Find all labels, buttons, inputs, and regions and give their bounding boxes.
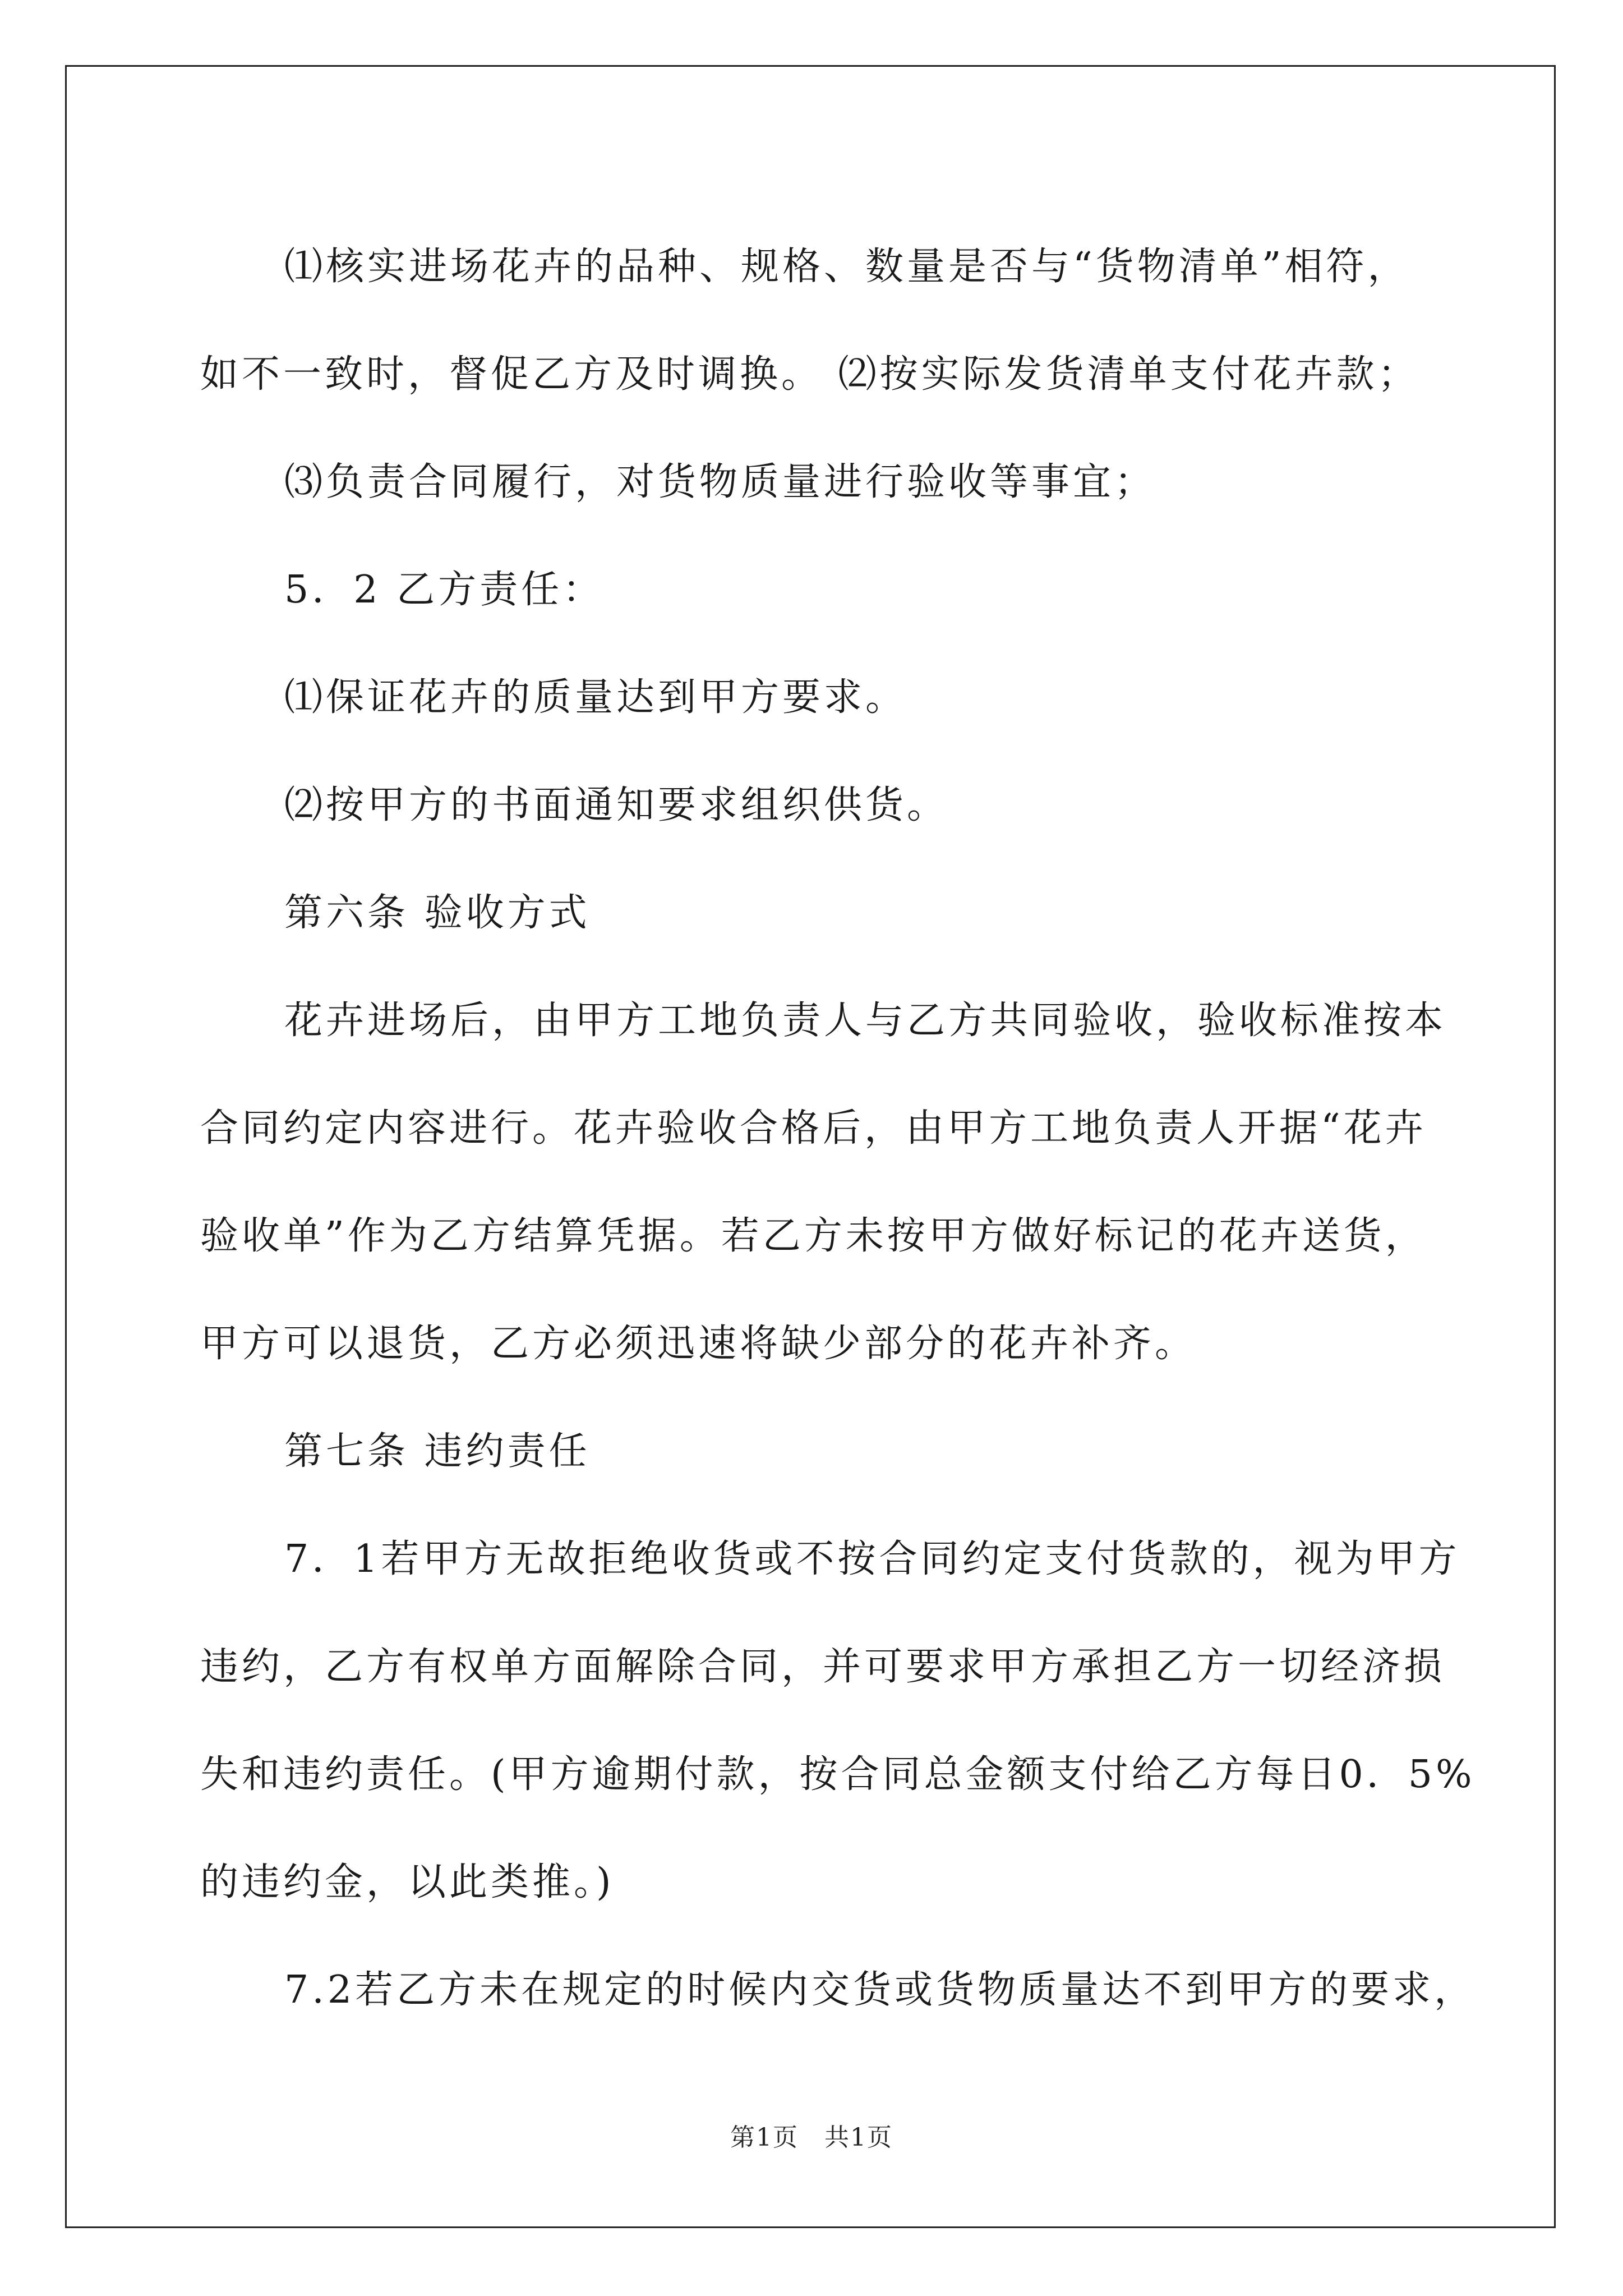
paragraph-line: 违约，乙方有权单方面解除合同，并可要求甲方承担乙方一切经济损 [200,1645,1446,1689]
paragraph-line: ⑵按甲方的书面通知要求组织供货。 [284,783,949,827]
paragraph-line: 合同约定内容进行。花卉验收合格后，由甲方工地负责人开据“花卉 [200,1106,1427,1151]
paragraph-line: 如不一致时，督促乙方及时调换。 ⑵按实际发货清单支付花卉款； [200,352,1419,397]
paragraph-line: ⑶负责合同履行，对货物质量进行验收等事宜； [284,460,1156,504]
paragraph-line: 失和违约责任。(甲方逾期付款，按合同总金额支付给乙方每日0．5% [200,1752,1476,1797]
page-number-footer: 第1页 共1页 [730,2123,893,2152]
article-heading: 第七条 违约责任 [284,1429,591,1474]
paragraph-line: 花卉进场后，由甲方工地负责人与乙方共同验收，验收标准按本 [284,999,1447,1043]
paragraph-line: 7．1若甲方无故拒绝收货或不按合同约定支付货款的，视为甲方 [284,1537,1460,1581]
document-body [200,213,1476,2044]
paragraph-line: 验收单”作为乙方结算凭据。若乙方未按甲方做好标记的花卉送货， [200,1214,1427,1258]
paragraph-line: ⑴保证花卉的质量达到甲方要求。 [284,675,907,720]
article-heading: 第六条 验收方式 [284,891,591,935]
paragraph-line: ⑴核实进场花卉的品种、规格、数量是否与“货物清单”相符， [284,245,1409,289]
section-heading: 5．2 乙方责任： [284,568,605,612]
paragraph-line: 甲方可以退货，乙方必须迅速将缺少部分的花卉补齐。 [200,1322,1197,1366]
paragraph-line: 7.2若乙方未在规定的时候内交货或货物质量达不到甲方的要求， [284,1968,1476,2012]
paragraph-line: 的违约金，以此类推。) [200,1860,615,1904]
